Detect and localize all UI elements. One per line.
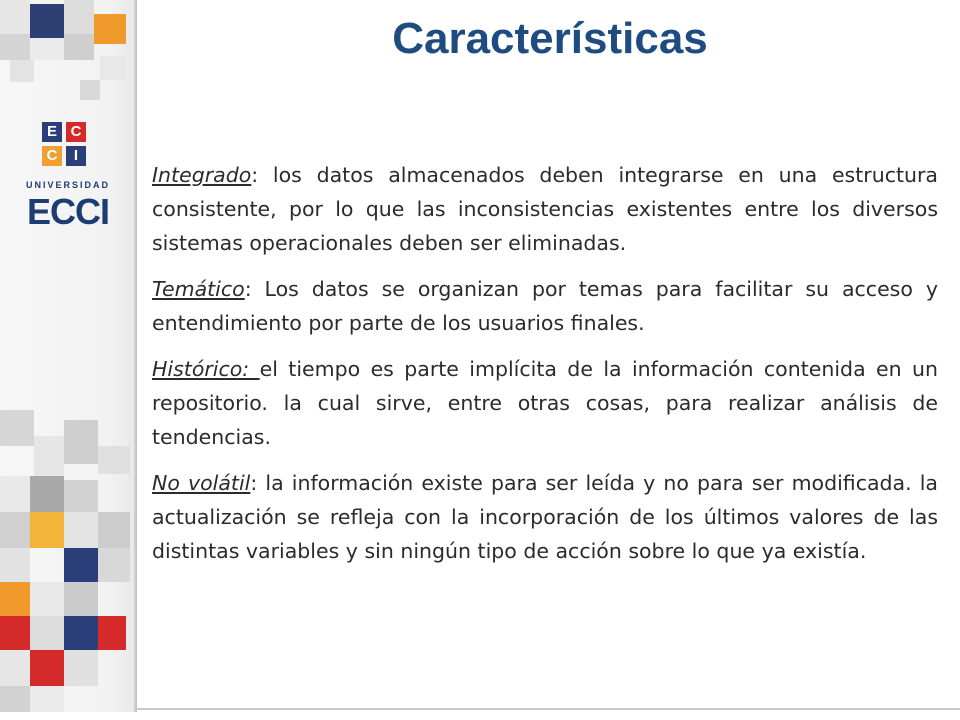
tile-decoration xyxy=(30,512,64,548)
tile-decoration xyxy=(30,4,64,38)
characteristic-term: Temático xyxy=(152,277,245,301)
characteristic-term: Histórico: xyxy=(152,357,260,381)
tile-decoration xyxy=(30,476,64,512)
characteristic-paragraph xyxy=(152,352,938,454)
tile-decoration xyxy=(0,686,30,712)
tile-decoration xyxy=(80,80,100,100)
tile-decoration xyxy=(0,650,30,686)
characteristic-text: : los datos almacenados deben integrarse en una estructura consistente, por lo que las inconsistencias existentes entre los diversos sistemas operacionales deben ser eliminadas. xyxy=(152,163,938,255)
tile-decoration xyxy=(30,582,64,616)
tile-decoration xyxy=(0,582,30,616)
tile-decoration xyxy=(0,0,30,34)
logo-name: ECCI xyxy=(26,191,109,232)
tile-decoration xyxy=(64,34,94,60)
characteristic-paragraph xyxy=(152,158,938,260)
decorative-sidebar xyxy=(0,0,136,712)
tile-decoration xyxy=(0,512,30,548)
tile-decoration xyxy=(94,14,126,44)
tile-decoration xyxy=(0,410,34,446)
characteristic-text: : la información existe para ser leída y no para ser modificada. la actualización se refleja con la incorporación de los últimos valores de las distintas variables y sin ningún tipo de acción sobre lo que ya existía. xyxy=(152,471,938,563)
tile-decoration xyxy=(64,480,98,512)
tile-decoration xyxy=(30,686,64,712)
characteristic-term: Integrado xyxy=(152,163,252,187)
logo-letter-c: C xyxy=(66,122,86,142)
tile-decoration xyxy=(64,650,98,686)
tile-decoration xyxy=(0,548,30,582)
tile-decoration xyxy=(64,0,94,34)
tile-decoration xyxy=(100,56,126,80)
logo-letter-i: I xyxy=(66,146,86,166)
tile-decoration xyxy=(98,512,130,548)
sidebar-divider xyxy=(134,0,137,712)
tile-decoration xyxy=(30,650,64,686)
tile-decoration xyxy=(64,420,98,464)
characteristic-paragraph xyxy=(152,466,938,568)
logo-letter-c: C xyxy=(42,146,62,166)
tile-decoration xyxy=(0,616,30,650)
tile-decoration xyxy=(98,548,130,582)
bottom-divider xyxy=(134,708,960,710)
tile-decoration xyxy=(98,616,126,650)
characteristic-term: No volátil xyxy=(152,471,251,495)
tile-decoration xyxy=(64,582,98,616)
characteristic-text: : Los datos se organizan por temas para facilitar su acceso y entendimiento por parte de los usuarios finales. xyxy=(152,277,938,335)
tile-decoration xyxy=(30,38,64,60)
tile-decoration xyxy=(98,446,130,474)
tile-decoration xyxy=(0,476,30,512)
slide-content xyxy=(152,158,938,580)
characteristic-text: el tiempo es parte implícita de la información contenida en un repositorio. la cual sirve, entre otras cosas, para realizar análisis de tendencias. xyxy=(152,357,938,449)
tile-decoration xyxy=(64,512,98,548)
tile-decoration xyxy=(64,548,98,582)
tile-decoration xyxy=(64,616,98,650)
university-logo xyxy=(22,122,114,232)
logo-university-label: UNIVERSIDAD xyxy=(25,180,110,190)
tile-decoration xyxy=(0,34,30,60)
tile-decoration xyxy=(10,60,34,82)
slide-title: Características xyxy=(392,14,708,63)
tile-decoration xyxy=(30,616,64,650)
logo-letter-e: E xyxy=(42,122,62,142)
characteristic-paragraph xyxy=(152,272,938,340)
tile-decoration xyxy=(34,436,64,476)
